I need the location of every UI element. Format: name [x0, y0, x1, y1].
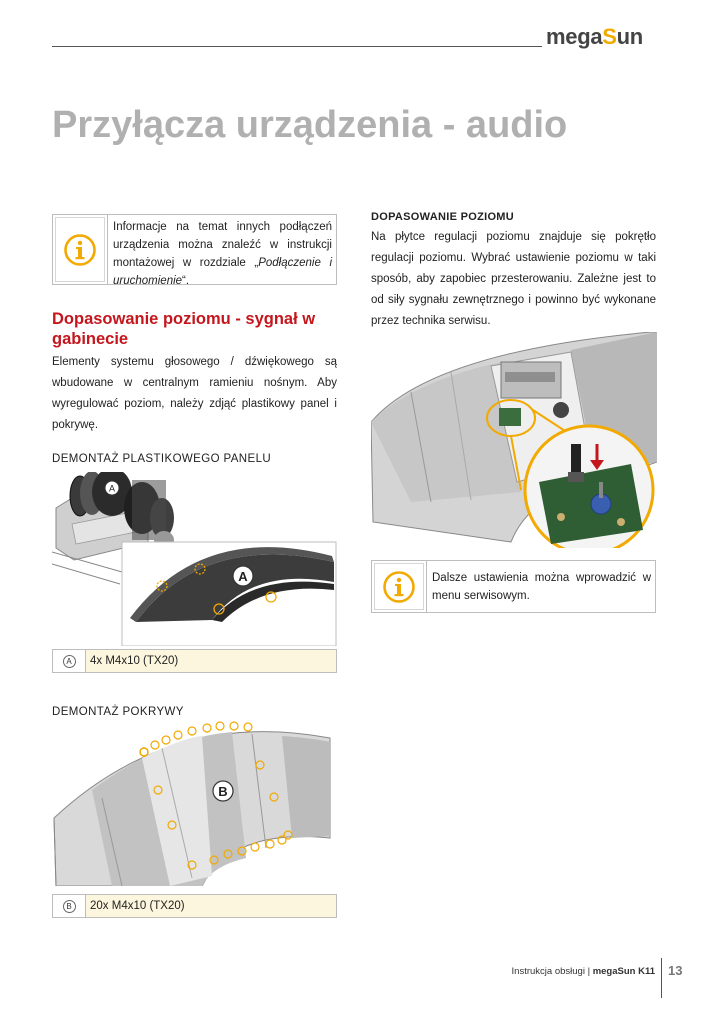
service-menu-info	[371, 560, 656, 613]
level-board-zoom	[525, 426, 653, 548]
panel-callout-a-small	[105, 481, 119, 495]
panel-removal-figure	[52, 472, 338, 646]
spec-letter-b: B	[53, 895, 86, 917]
spec-value-a: 4x M4x10 (TX20)	[86, 650, 336, 672]
level-board-figure	[371, 332, 657, 548]
info-icon	[63, 233, 97, 267]
svg-text:B: B	[218, 784, 228, 799]
info-icon-cell	[55, 217, 105, 282]
info-icon-cell-right	[374, 563, 424, 610]
header-rule	[52, 46, 542, 47]
cover-drawing	[54, 732, 330, 886]
cover-removal-label: DEMONTAŻ POKRYWY	[52, 706, 184, 718]
cover-removal-figure	[52, 718, 338, 886]
cover-callout-b	[213, 781, 233, 801]
spec-letter-a: A	[53, 650, 86, 672]
manual-chapter-link: Podłączenie i uruchomienie	[113, 257, 332, 287]
info-note-text: Informacje na temat innych podłączeń urządzenia można znaleźć w instrukcji montażowej w rozdziale „Podłączenie i uruchomienie“.	[107, 215, 336, 284]
level-adjust-text: Na płytce regulacji poziomu znajduje się pokrętło regulacji poziomu. Wybrać ustawienie poziomu w taki sposób, aby zapobiec przesterowaniu. Zależne jest to od siły sygnału zewnętrznego i powinno być wykonane przez technika serwisu.	[371, 231, 656, 327]
svg-text:A: A	[238, 569, 248, 584]
footer-divider	[661, 958, 662, 998]
service-menu-text: Dalsze ustawienia można wprowadzić w menu serwisowym.	[426, 561, 655, 612]
page-title: Przyłącza urządzenia - audio	[52, 104, 568, 146]
info-icon	[382, 570, 416, 604]
section-text: Elementy systemu głosowego / dźwiękowego są wbudowane w centralnym ramieniu nośnym. Aby wyregulować poziom, należy zdjąć plastikowy panel i pokrywę.	[52, 356, 337, 431]
spec-value-b: 20x M4x10 (TX20)	[86, 895, 336, 917]
panel-callout-a	[233, 566, 253, 586]
page-number: 13	[668, 963, 683, 978]
panel-screw-spec	[52, 649, 337, 673]
svg-text:A: A	[108, 483, 116, 494]
section-title: Dopasowanie poziomu - sygnał w gabinecie	[52, 310, 316, 348]
info-note-box	[52, 214, 337, 285]
footer-document: Instrukcja obsługi | megaSun K11	[511, 966, 655, 977]
brand-logo: megaSun	[546, 24, 643, 49]
cover-screw-spec	[52, 894, 337, 918]
panel-removal-label: DEMONTAŻ PLASTIKOWEGO PANELU	[52, 453, 272, 465]
level-adjust-heading: DOPASOWANIE POZIOMU	[371, 211, 515, 223]
